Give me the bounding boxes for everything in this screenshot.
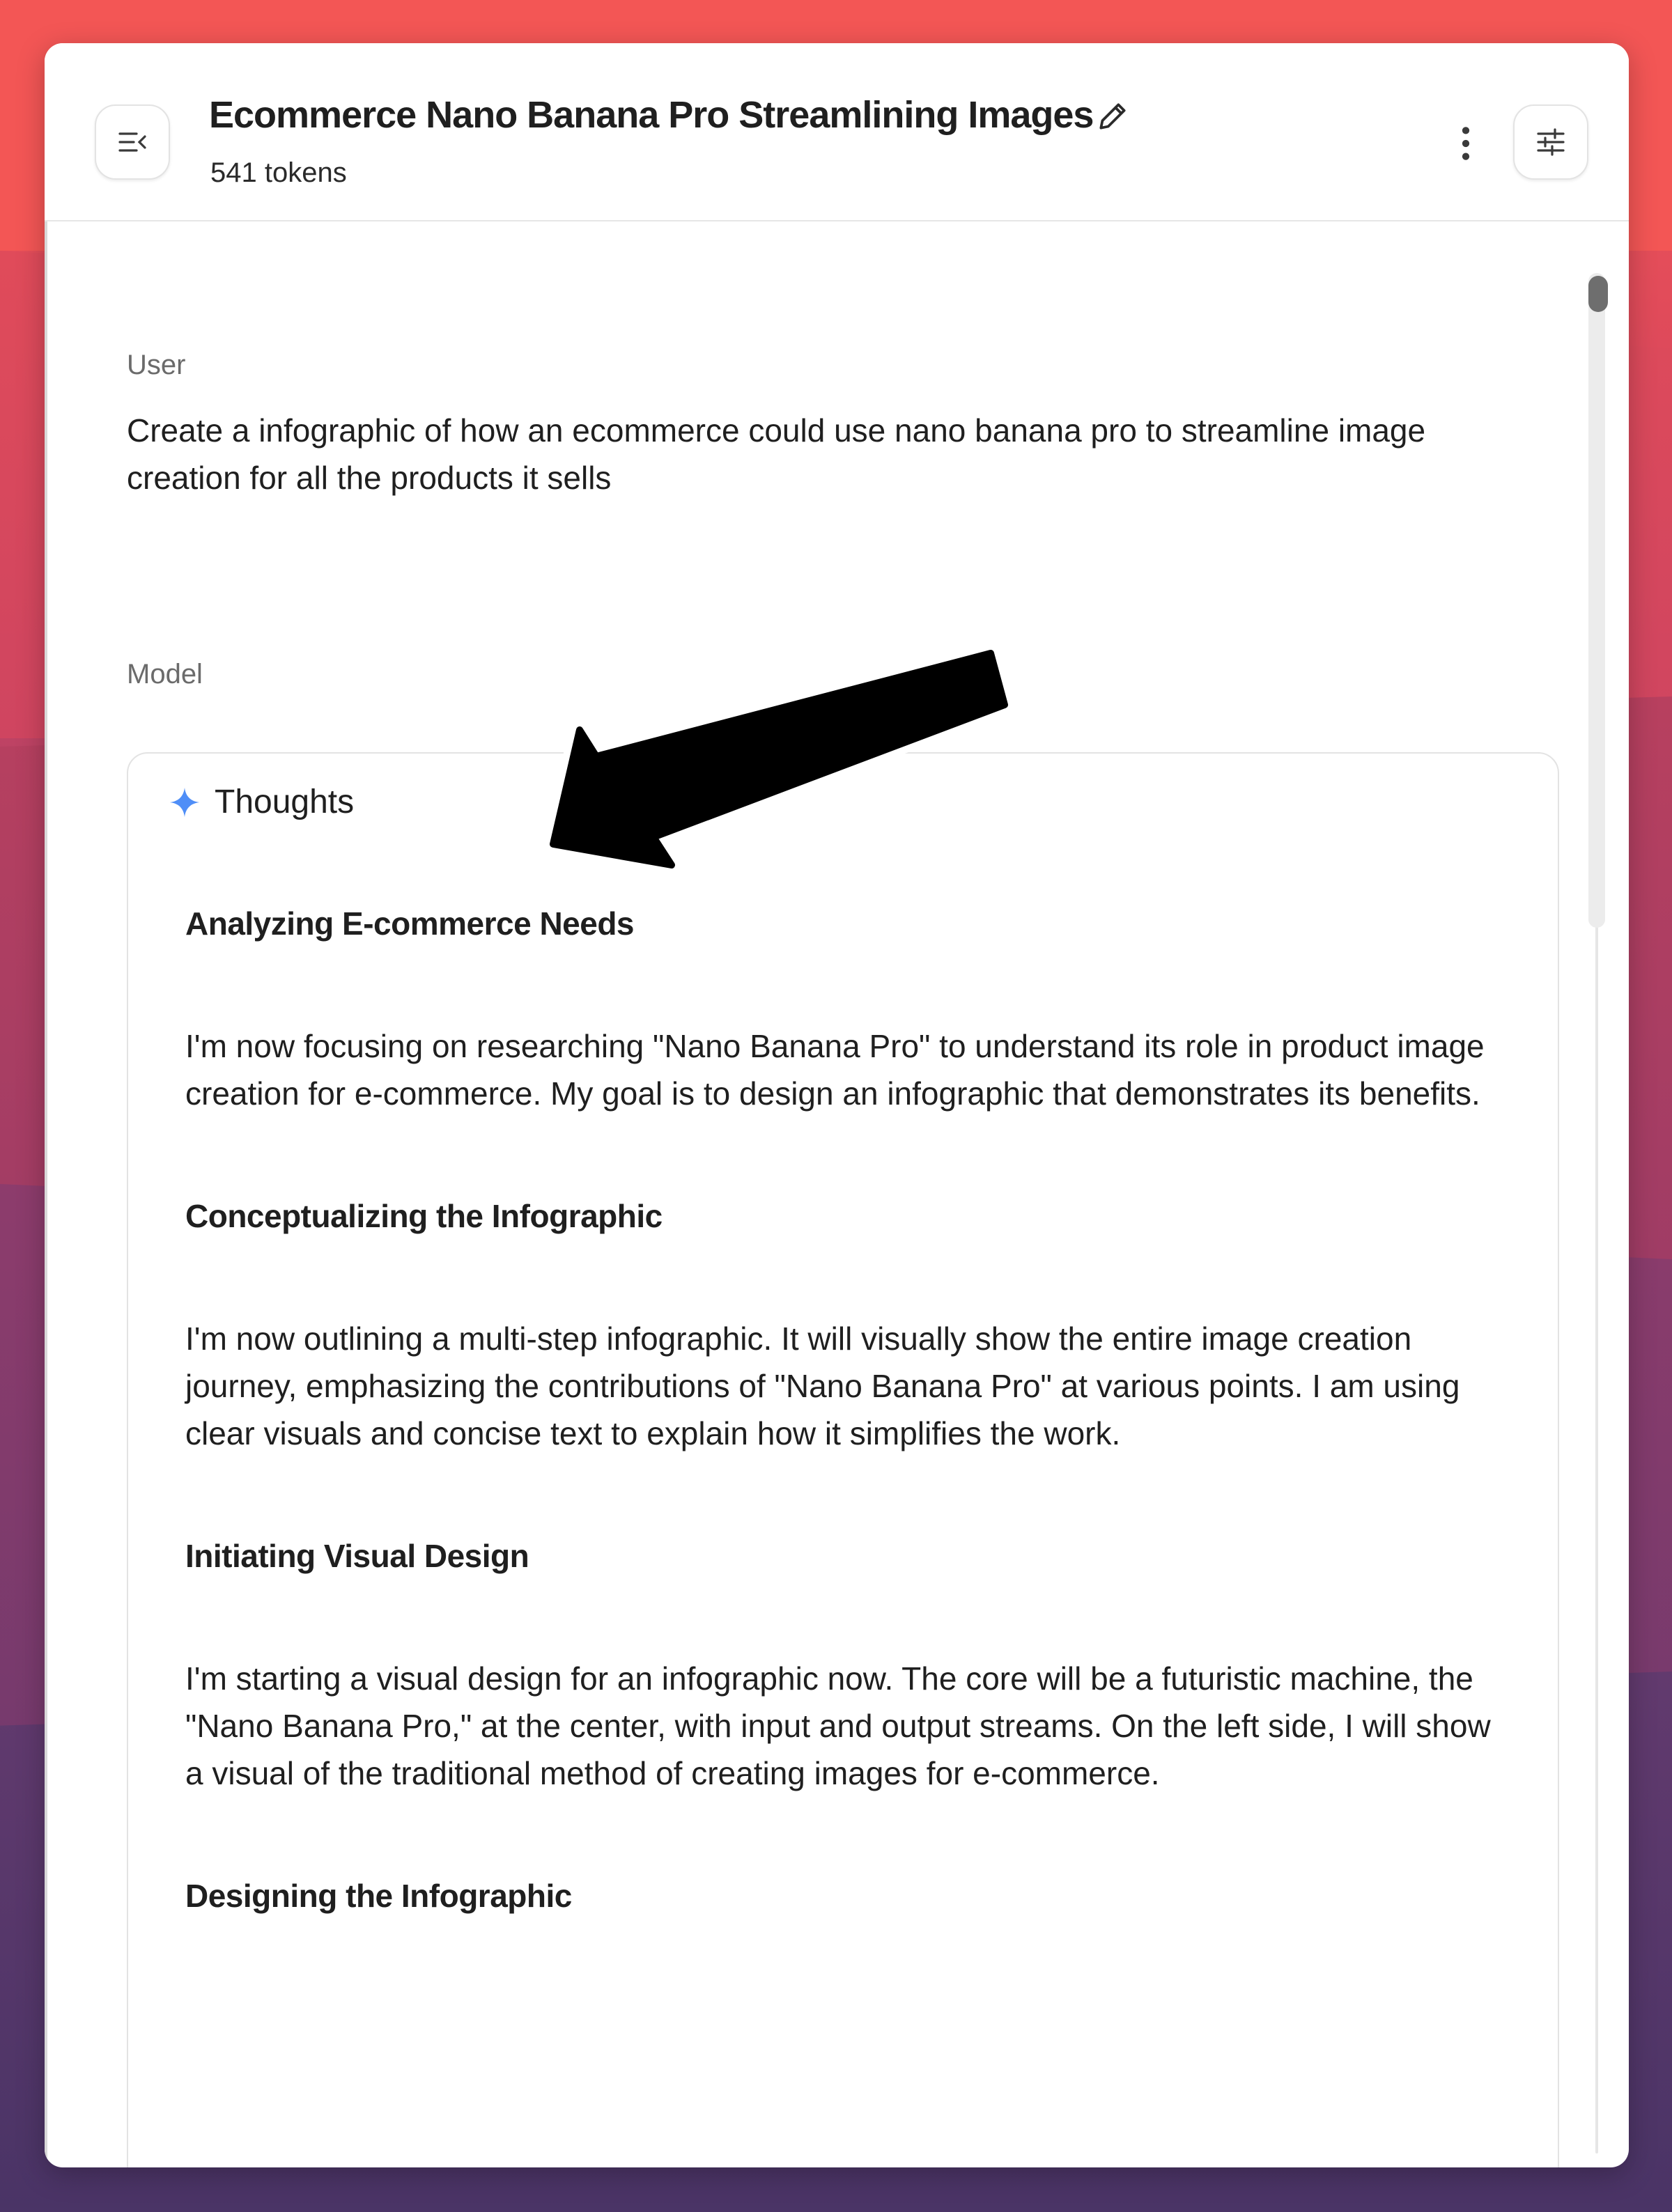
conversation-title: Ecommerce Nano Banana Pro Streamlining Images (209, 94, 1094, 136)
sidebar-collapse-icon (116, 125, 149, 159)
thought-text: I'm now focusing on researching "Nano Banana Pro" to understand its role in product image creation for e-commerce. My goal is to design an infographic that demonstrates its benefits. (185, 1028, 1485, 1112)
user-message: Create a infographic of how an ecommerce could use nano banana pro to streamline image creation for all the products it sells (127, 412, 1426, 496)
thoughts-panel[interactable] (127, 752, 1559, 2167)
pencil-icon[interactable] (1095, 99, 1130, 134)
sparkle-icon (169, 786, 201, 818)
more-vertical-icon[interactable] (1459, 124, 1473, 163)
settings-button[interactable] (1513, 104, 1588, 180)
scrollbar[interactable] (1588, 273, 1604, 2153)
thought-heading: Initiating Visual Design (185, 1538, 529, 1574)
thoughts-body (185, 900, 1495, 1919)
sliders-icon (1534, 125, 1568, 159)
thoughts-title: Thoughts (215, 784, 355, 820)
thought-text: I'm starting a visual design for an infographic now. The core will be a futuristic machine, the "Nano Banana Pro," at the center, with input and output streams. On the left side, I will show a visual of the traditional method of creating images for e-commerce. (185, 1660, 1491, 1791)
chat-window (45, 43, 1629, 2167)
user-role-label: User (127, 350, 186, 380)
thought-heading: Analyzing E-commerce Needs (185, 905, 635, 942)
thought-heading: Designing the Infographic (185, 1878, 572, 1914)
thought-text: I'm now outlining a multi-step infographic. It will visually show the entire image creation journey, emphasizing the contributions of "Nano Banana Pro" at various points. I am using clear visuals and concise text to explain how it simplifies the work. (185, 1321, 1460, 1451)
thought-heading: Conceptualizing the Infographic (185, 1198, 663, 1234)
scrollbar-thumb[interactable] (1588, 276, 1608, 312)
token-count: 541 tokens (210, 157, 347, 188)
scrollbar-region (1588, 273, 1605, 928)
model-role-label: Model (127, 659, 203, 690)
thoughts-header[interactable] (169, 783, 354, 821)
header (45, 43, 1629, 221)
sidebar-toggle-button[interactable] (95, 104, 170, 180)
arrow-annotation (421, 600, 1048, 893)
